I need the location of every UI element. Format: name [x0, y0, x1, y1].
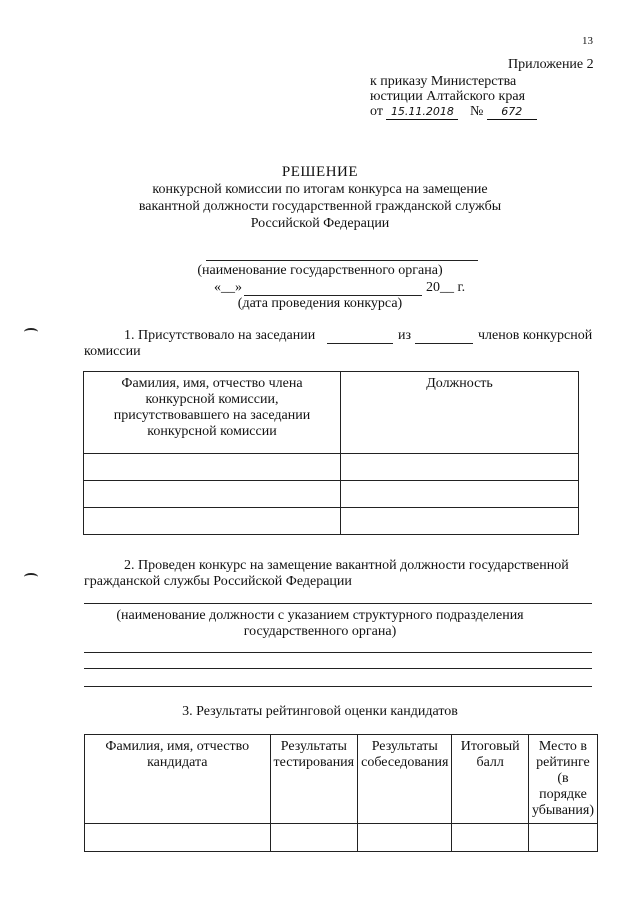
- heading-line-3: Российской Федерации: [250, 216, 390, 231]
- table-cell[interactable]: [358, 824, 452, 852]
- blank-line: [84, 686, 592, 687]
- section1-text-b: из: [398, 328, 412, 343]
- section2-line-1: 2. Проведен конкурс на замещение вакантной должности государственной: [124, 558, 569, 573]
- section2-line-2: гражданской службы Российской Федерации: [84, 574, 352, 589]
- table2-header-interview: Результаты собеседования: [358, 735, 452, 824]
- heading-line-1: конкурсной комиссии по итогам конкурса на замещение: [152, 182, 488, 197]
- section1-text-d: комиссии: [84, 344, 141, 359]
- table-cell[interactable]: [341, 508, 579, 535]
- document-title: РЕШЕНИЕ: [281, 164, 359, 180]
- section1-text-a: 1. Присутствовало на заседании: [124, 328, 316, 343]
- table-row: [85, 824, 598, 852]
- blank-line: [84, 652, 592, 653]
- table2-header-name: Фамилия, имя, отчество кандидата: [85, 735, 271, 824]
- table-cell[interactable]: [270, 824, 358, 852]
- table2-header-total: Итоговый балл: [452, 735, 529, 824]
- appendix-line-2: юстиции Алтайского края: [370, 89, 526, 104]
- appendix-line-1: к приказу Министерства: [370, 74, 517, 89]
- number-prefix: №: [469, 104, 484, 119]
- org-name-line: [206, 260, 478, 261]
- date-open: «__»: [214, 280, 242, 295]
- handwritten-date: 15.11.2018: [386, 106, 458, 120]
- table-cell[interactable]: [85, 824, 271, 852]
- section2-caption-2: государственного органа): [243, 624, 397, 639]
- table-cell[interactable]: [84, 454, 341, 481]
- heading-line-2: вакантной должности государственной гражданской службы: [138, 199, 502, 214]
- table-cell[interactable]: [341, 481, 579, 508]
- table-row: [84, 481, 579, 508]
- section1-text-c: членов конкурсной: [478, 328, 593, 343]
- table-cell[interactable]: [528, 824, 597, 852]
- table-row: [84, 454, 579, 481]
- present-count-line: [327, 343, 393, 344]
- candidate-rating-table: [84, 734, 598, 852]
- appendix-title: Приложение 2: [508, 57, 594, 72]
- table-cell[interactable]: [84, 481, 341, 508]
- position-name-line: [84, 603, 592, 604]
- page-number: 13: [582, 35, 593, 47]
- total-count-line: [415, 343, 473, 344]
- table-cell[interactable]: [452, 824, 529, 852]
- table2-header-rank: Место в рейтинге (в порядке убывания): [528, 735, 597, 824]
- section2-caption-1: (наименование должности с указанием структурного подразделения: [116, 608, 524, 623]
- handwritten-number: 672: [487, 106, 537, 120]
- table1-header-position: Должность: [341, 372, 579, 454]
- section3-title: 3. Результаты рейтинговой оценки кандидатов: [182, 704, 458, 719]
- date-prefix: от: [370, 104, 383, 119]
- blank-line: [84, 668, 592, 669]
- date-caption: (дата проведения конкурса): [237, 296, 403, 311]
- table-row: [84, 508, 579, 535]
- table2-header-testing: Результаты тестирования: [270, 735, 358, 824]
- binding-mark: [24, 573, 38, 581]
- table1-header-name: Фамилия, имя, отчество члена конкурсной комиссии, присутствовавшего на заседании конкурсной комиссии: [84, 372, 341, 454]
- appendix-date-number: [370, 104, 537, 120]
- date-year: 20__ г.: [426, 280, 466, 295]
- binding-mark: [24, 328, 38, 336]
- commission-members-table: [83, 371, 579, 535]
- org-name-caption: (наименование государственного органа): [197, 263, 443, 278]
- table-cell[interactable]: [341, 454, 579, 481]
- table-cell[interactable]: [84, 508, 341, 535]
